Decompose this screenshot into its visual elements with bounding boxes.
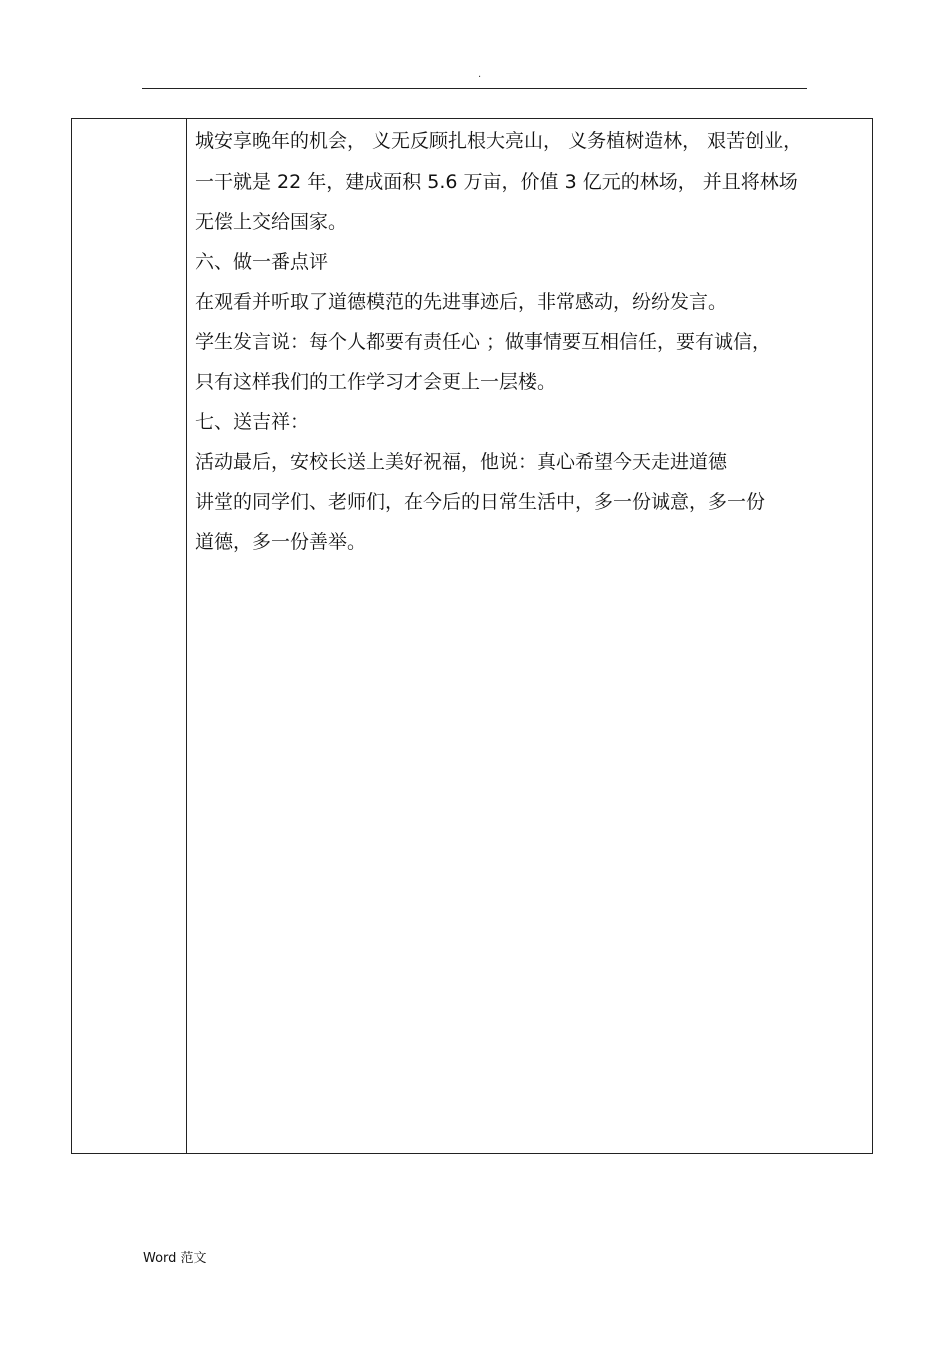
- header-dot: .: [478, 69, 482, 80]
- paragraph-line: 只有这样我们的工作学习才会更上一层楼。: [195, 371, 557, 393]
- paragraph-line: 道德，多一份善举。: [195, 531, 367, 553]
- footer-label: Word 范文: [143, 1251, 207, 1266]
- paragraph-line: 一干就是 22 年，建成面积 5.6 万亩，价值 3 亿元的林场， 并且将林场: [195, 171, 798, 193]
- paragraph-line: 学生发言说：每个人都要有责任心 ；做事情要互相信任，要有诚信，: [195, 331, 772, 353]
- section-heading: 七、送吉祥：: [195, 411, 310, 433]
- header-rule: [142, 88, 807, 89]
- paragraph-line: 活动最后，安校长送上美好祝福，他说：真心希望今天走进道德: [195, 451, 728, 473]
- section-heading: 六、做一番点评: [195, 251, 329, 273]
- paragraph-line: 无偿上交给国家。: [195, 211, 348, 233]
- column-divider: [186, 119, 187, 1153]
- paragraph-line: 城安享晚年的机会， 义无反顾扎根大亮山， 义务植树造林， 艰苦创业，: [195, 130, 803, 152]
- paragraph-line: 讲堂的同学们、老师们，在今后的日常生活中，多一份诚意，多一份: [195, 491, 766, 513]
- document-table: [71, 118, 873, 1154]
- table-content-cell: [195, 119, 865, 1153]
- table-left-cell: [72, 119, 186, 1153]
- paragraph-line: 在观看并听取了道德模范的先进事迹后，非常感动，纷纷发言。: [195, 291, 728, 313]
